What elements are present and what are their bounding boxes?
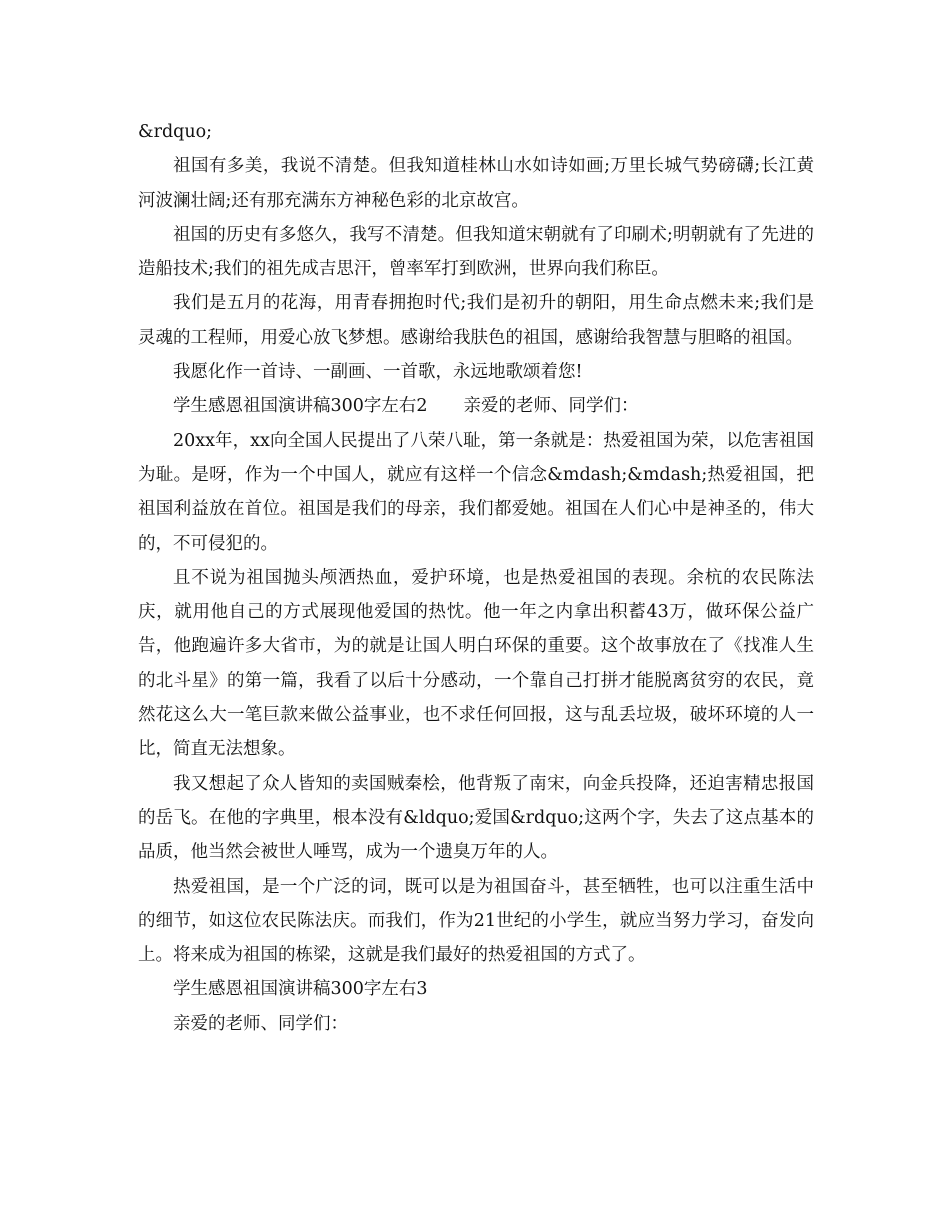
paragraph-history: 祖国的历史有多悠久，我写不清楚。但我知道宋朝就有了印刷术;明朝就有了先进的造船技术;我们的祖先成吉思汗，曾率军打到欧洲，世界向我们称臣。 [138,224,814,280]
section-heading-3: 学生感恩祖国演讲稿300字左右3 [173,979,428,1000]
paragraph-fragment: &rdquo; [138,122,213,142]
paragraph-praise: 我愿化作一首诗、一副画、一首歌，永远地歌颂着您! [173,362,583,383]
paragraph-honor: 20xx年，xx向全国人民提出了八荣八耻，第一条就是：热爱祖国为荣，以危害祖国为耻。是呀，作为一个中国人，就应有这样一个信念&mdash;&mdash;热爱祖国，把祖国利益放在首位。祖国是我们的母亲，我们都爱她。祖国在人们心中是神圣的，伟大的，不可侵犯的。 [138,430,814,554]
section-greeting-3: 亲爱的老师、同学们： [173,1013,348,1034]
document-body [138,115,814,1041]
paragraph-love-country: 热爱祖国，是一个广泛的词，既可以是为祖国奋斗，甚至牺牲，也可以注重生活中的细节，如这位农民陈法庆。而我们，作为21世纪的小学生，就应当努力学习，奋发向上。将来成为祖国的栋梁，这就是我们最好的热爱祖国的方式了。 [138,876,814,966]
section-greeting-2: 亲爱的老师、同学们： [463,396,639,417]
paragraph-qinhui: 我又想起了众人皆知的卖国贼秦桧，他背叛了南宋，向金兵投降，还迫害精忠报国的岳飞。在他的字典里，根本没有&ldquo;爱国&rdquo;这两个字，失去了这点基本的品质，他当然会被世人唾骂，成为一个遗臭万年的人。 [138,773,814,863]
paragraph-scenery: 祖国有多美，我说不清楚。但我知道桂林山水如诗如画;万里长城气势磅礴;长江黄河波澜壮阔;还有那充满东方神秘色彩的北京故宫。 [138,156,814,211]
section-heading-2 [138,389,814,423]
paragraph-youth: 我们是五月的花海，用青春拥抱时代;我们是初升的朝阳，用生命点燃未来;我们是灵魂的工程师，用爱心放飞梦想。感谢给我肤色的祖国，感谢给我智慧与胆略的祖国。 [138,293,814,348]
section-title-2: 学生感恩祖国演讲稿300字左右2 [173,396,428,417]
paragraph-environment: 且不说为祖国抛头颅洒热血，爱护环境，也是热爱祖国的表现。余杭的农民陈法庆，就用他自己的方式展现他爱国的热忱。他一年之内拿出积蓄43万，做环保公益广告，他跑遍许多大省市，为的就是让国人明白环保的重要。这个故事放在了《找准人生的北斗星》的第一篇，我看了以后十分感动，一个靠自己打拼才能脱离贫穷的农民，竟然花这么大一笔巨款来做公益事业，也不求任何回报，这与乱丢垃圾，破坏环境的人一比，简直无法想象。 [138,567,814,760]
